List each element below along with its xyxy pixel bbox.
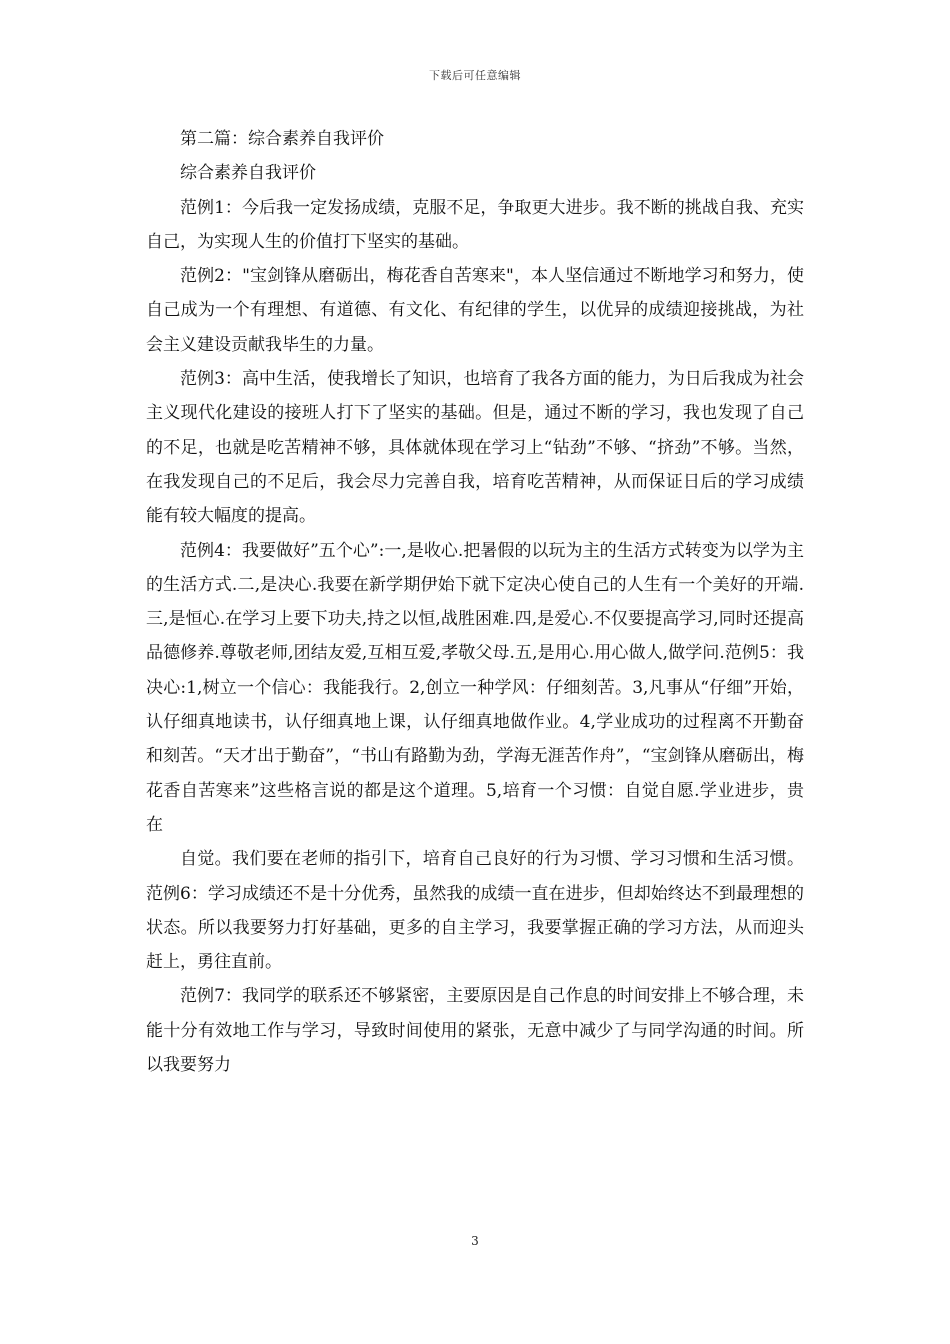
section-title: 第二篇：综合素养自我评价 — [180, 129, 384, 149]
paragraph-example-2: 范例2："宝剑锋从磨砺出，梅花香自苦寒来"，本人坚信通过不断地学习和努力，使自己成为一个有理想、有道德、有文化、有纪律的学生，以优异的成绩迎接挑战，为社会主义建设贡献我毕生的力量。 — [146, 266, 804, 355]
paragraph-example-7: 范例7：我同学的联系还不够紧密，主要原因是自己作息的时间安排上不够合理，未能十分有效地工作与学习，导致时间使用的紧张，无意中减少了与同学沟通的时间。所以我要努力 — [146, 986, 804, 1076]
paragraph-example-4-5: 范例4：我要做好”五个心”:一,是收心.把暑假的以玩为主的生活方式转变为以学为主的生活方式.二,是决心.我要在新学期伊始下就下定决心使自己的人生有一个美好的开端.三,是恒心.在学习上要下功夫,持之以恒,战胜困难.四,是爱心.不仅要提高学习,同时还提高品德修养.尊敬老师,团结友爱,互相互爱,孝敬父母.五,是用心.用心做人,做学问.范例5：我决心:1,树立一个信心：我能我行。2,创立一种学风：仔细刻苦。3,凡事从“仔细”开始，认仔细真地读书，认仔细真地上课，认仔细真地做作业。4,学业成功的过程离不开勤奋和刻苦。“天才出于勤奋”，“书山有路勤为劲，学海无涯苦作舟”，“宝剑锋从磨砺出，梅花香自苦寒来”这些格言说的都是这个道理。5,培育一个习惯：自觉自愿.学业进步，贵在 — [146, 540, 804, 835]
paragraph-example-6: 自觉。我们要在老师的指引下，培育自己良好的行为习惯、学习习惯和生活习惯。范例6：学习成绩还不是十分优秀，虽然我的成绩一直在进步，但却始终达不到最理想的状态。所以我要努力打好基础，更多的自主学习，我要掌握正确的学习方法，从而迎头赶上，勇往直前。 — [146, 849, 804, 973]
paragraph-example-1: 范例1：今后我一定发扬成绩，克服不足，争取更大进步。我不断的挑战自我、充实自己，为实现人生的价值打下坚实的基础。 — [146, 197, 804, 252]
paragraph-example-3: 范例3：高中生活，使我增长了知识，也培育了我各方面的能力，为日后我成为社会主义现代化建设的接班人打下了坚实的基础。但是，通过不断的学习，我也发现了自己的不足，也就是吃苦精神不够，具体就体现在学习上“钻劲”不够、“挤劲”不够。当然，在我发现自己的不足后，我会尽力完善自我，培育吃苦精神，从而保证日后的学习成绩能有较大幅度的提高。 — [146, 369, 804, 527]
page-header: 下载后可任意编辑 — [429, 69, 521, 82]
document-body — [146, 122, 804, 1082]
subtitle: 综合素养自我评价 — [180, 163, 316, 184]
page-number: 3 — [471, 1234, 479, 1248]
